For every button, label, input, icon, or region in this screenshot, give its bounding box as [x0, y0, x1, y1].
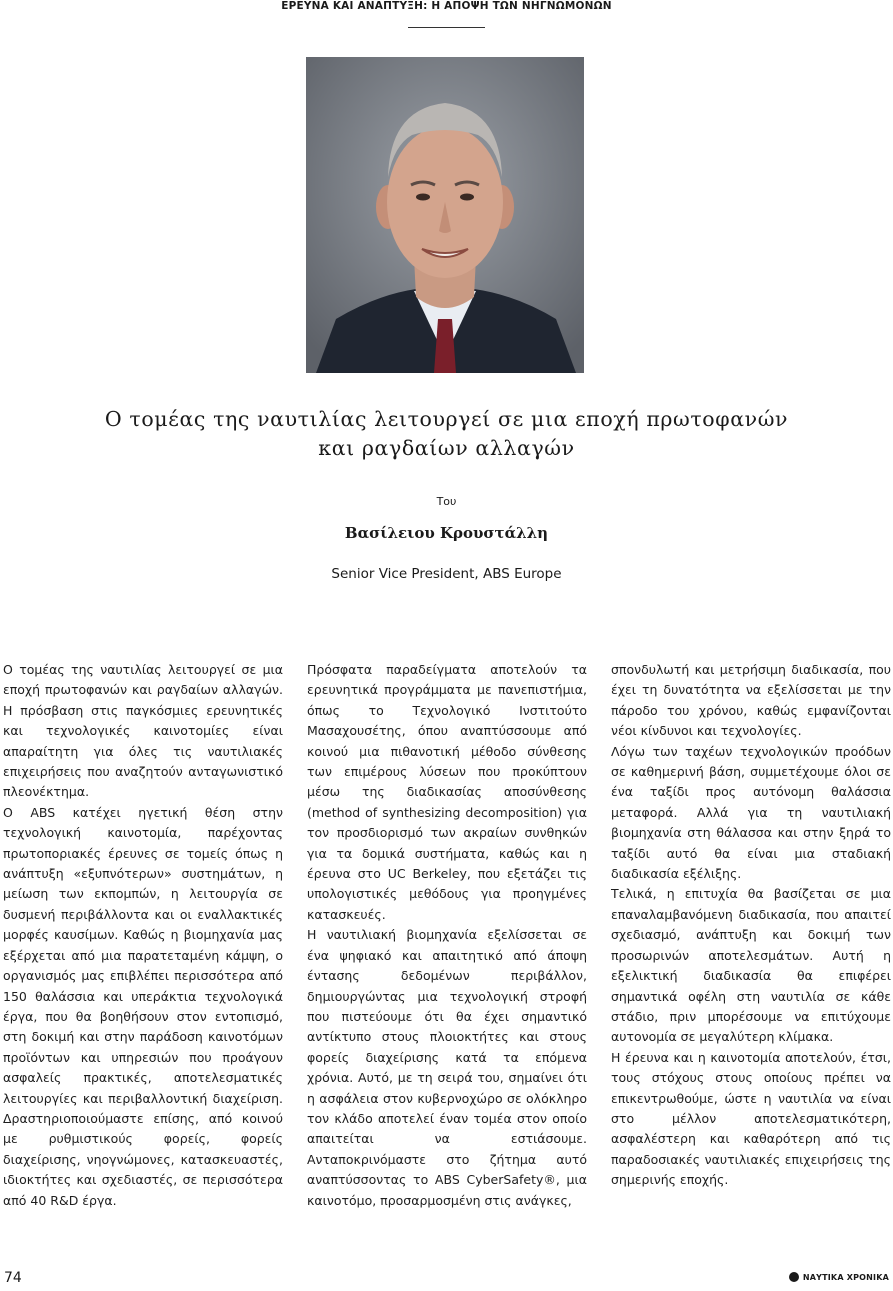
publication-brand-name: ΝΑΥΤΙΚΑ ΧΡΟΝΙΚΑ: [802, 1272, 889, 1282]
header-divider: [408, 27, 485, 28]
section-header: ΕΡΕΥΝΑ ΚΑΙ ΑΝΑΠΤΥΞΗ: Η ΑΠΟΨΗ ΤΩΝ ΝΗΓΝΩΜΟΝΩΝ: [281, 0, 612, 12]
paragraph: Λόγω των ταχέων τεχνολογικών προόδων σε καθημερινή βάση, συμμετέχουμε όλοι σε ένα ταξίδι προς αυτόνομη θαλάσσια μεταφορά. Αλλά για τη ναυτιλιακή βιομηχανία στη θάλασσα και στην ξηρά το ταξίδι αυτό θα είναι μια σταδιακή διαδικασία εξέλιξης.: [611, 743, 891, 882]
text-column-2: [307, 660, 587, 1211]
text-column-3: [611, 660, 891, 1191]
brand-logo-icon: [789, 1272, 799, 1282]
byline-prefix: Του: [436, 495, 457, 508]
text-column-1: [3, 660, 283, 1211]
author-name: Βασίλειου Κρουστάλλη: [344, 524, 549, 542]
author-role: Senior Vice President, ABS Europe: [331, 566, 562, 582]
page-number: 74: [4, 1270, 22, 1286]
paragraph: Ο ABS κατέχει ηγετική θέση στην τεχνολογική καινοτομία, παρέχοντας πρωτοποριακές έρευνες σε τομείς όπως η ανάπτυξη «εξυπνότερων» συστημάτων, η μείωση των εκπομπών, η λειτουργία σε δυσμενή περιβάλλοντα και οι εναλλακτικές μορφές καυσίμων. Καθώς η βιομηχανία μας εξέρχεται από μια παρατεταμένη κάμψη, ο οργανισμός μας επιβλέπει περισσότερα από 150 θαλάσσια και υπεράκτια τεχνολογικά έργα, που θα βοηθήσουν στον εντοπισμό, στη δοκιμή και στην παράδοση καινοτόμων προϊόντων και υπηρεσιών που προάγουν ασφαλείς πρακτικές, αποτελεσματικές λειτουργίες και περιβαλλοντική διαχείριση. Δραστηριοποιούμαστε επίσης, από κοινού με ρυθμιστικούς φορείς, φορείς διαχείρισης, νηογνώμονες, κατασκευαστές, ιδιοκτήτες και σχεδιαστές, σε περισσότερα από 40 R&D έργα.: [3, 804, 283, 1208]
publication-brand: [789, 1272, 889, 1282]
paragraph: σπονδυλωτή και μετρήσιμη διαδικασία, που έχει τη δυνατότητα να εξελίσσεται με την πάροδο του χρόνου, καθώς εμφανίζονται νέοι κίνδυνοι και τεχνολογίες.: [611, 662, 891, 739]
paragraph: Τελικά, η επιτυχία θα βασίζεται σε μια επαναλαμβανόμενη διαδικασία, που απαιτεί σχεδιασμό, ανάπτυξη και δοκιμή των προσωρινών αποτελεσμάτων. Αυτή η εξελικτική διαδικασία θα επιφέρει σημαντικά οφέλη στη ναυτιλία σε κάθε στάδιο, πριν μπορέσουμε να επιτύχουμε αυτονομία σε μεγαλύτερη κλίμακα.: [611, 886, 891, 1045]
paragraph: Η έρευνα και η καινοτομία αποτελούν, έτσι, τους στόχους στους οποίους πρέπει να επικεντρωθούμε, ώστε η ναυτιλία να είναι στο μέλλον αποτελεσματικότερη, ασφαλέστερη και καθαρότερη από τις παραδοσιακές ναυτιλιακές επιχειρήσεις της σημερινής εποχής.: [611, 1049, 891, 1188]
author-portrait: [306, 57, 584, 373]
paragraph: Πρόσφατα παραδείγματα αποτελούν τα ερευνητικά προγράμματα με πανεπιστήμια, όπως το Τεχνολογικό Ινστιτούτο Μασαχουσέτης, όπου αναπτύσσουμε από κοινού μια πιθανοτική μέθοδο σύνθεσης των επιμέρους λύσεων που προκύπτουν μέσω της διαδικασίας αποσύνθεσης (method of synthesizing decomposition) για τον προσδιορισμό των ακραίων συνθηκών για τα δομικά συστήματα, καθώς και η έρευνα στο UC Berkeley, που εξετάζει τις υπολογιστικές μεθόδους για προηγμένες κατασκευές.: [307, 662, 587, 922]
paragraph: Η ναυτιλιακή βιομηχανία εξελίσσεται σε ένα ψηφιακό και απαιτητικό από άποψη έντασης δεδομένων περιβάλλον, δημιουργώντας μια τεχνολογική στροφή που πιστεύουμε ότι θα έχει σημαντικό αντίκτυπο στους πλοιοκτήτες και στους φορείς διαχείρισης κατά τα επόμενα χρόνια. Αυτό, με τη σειρά του, σημαίνει ότι η ασφάλεια στον κυβερνοχώρο σε ολόκληρο τον κλάδο αποτελεί έναν τομέα στον οποίο απαιτείται να εστιάσουμε. Ανταποκρινόμαστε στο ζήτημα αυτό αναπτύσσοντας το ABS CyberSafety®, μια καινοτόμο, προσαρμοσμένη στις ανάγκες,: [307, 927, 587, 1208]
article-title-line-1: Ο τομέας της ναυτιλίας λειτουργεί σε μια εποχή πρωτοφανών: [104, 407, 789, 431]
article-title: [40, 405, 853, 463]
paragraph: Ο τομέας της ναυτιλίας λειτουργεί σε μια εποχή πρωτοφανών και ραγδαίων αλλαγών. Η πρόσβαση στις παγκόσμιες ερευνητικές και τεχνολογικές καινοτομίες είναι απαραίτητη για όλες τις ναυτιλιακές επιχειρήσεις που αναζητούν ανταγωνιστικό πλεονέκτημα.: [3, 662, 283, 800]
article-title-line-2: και ραγδαίων αλλαγών: [318, 436, 575, 460]
